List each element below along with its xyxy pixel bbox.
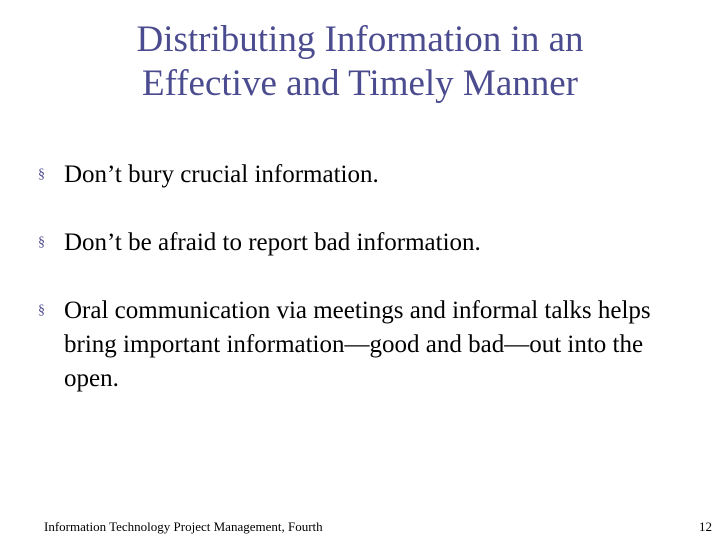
bullet-item-crucial-information xyxy=(38,158,698,192)
bullet-text-crucial-information: Don’t bury crucial information. xyxy=(64,161,379,188)
bullet-text-bad-information: Don’t be afraid to report bad information. xyxy=(64,229,481,256)
slide-title xyxy=(40,18,680,106)
bullet-item-oral-communication xyxy=(38,294,698,396)
section-sign-icon: § xyxy=(38,235,45,250)
page-number: 12 xyxy=(699,519,712,534)
slide-title-line-2: Effective and Timely Manner xyxy=(141,63,579,104)
section-sign-icon: § xyxy=(38,303,45,318)
bullet-text-oral-communication: Oral communication via meetings and informal talks helps bring important information—good and bad—out into the open. xyxy=(64,297,651,392)
section-sign-icon: § xyxy=(38,167,45,182)
bullet-item-bad-information xyxy=(38,226,698,260)
bullet-list xyxy=(38,158,698,396)
slide-title-line-1: Distributing Information in an xyxy=(136,19,584,60)
slide-footer: Information Technology Project Management, Fourth xyxy=(44,519,323,534)
